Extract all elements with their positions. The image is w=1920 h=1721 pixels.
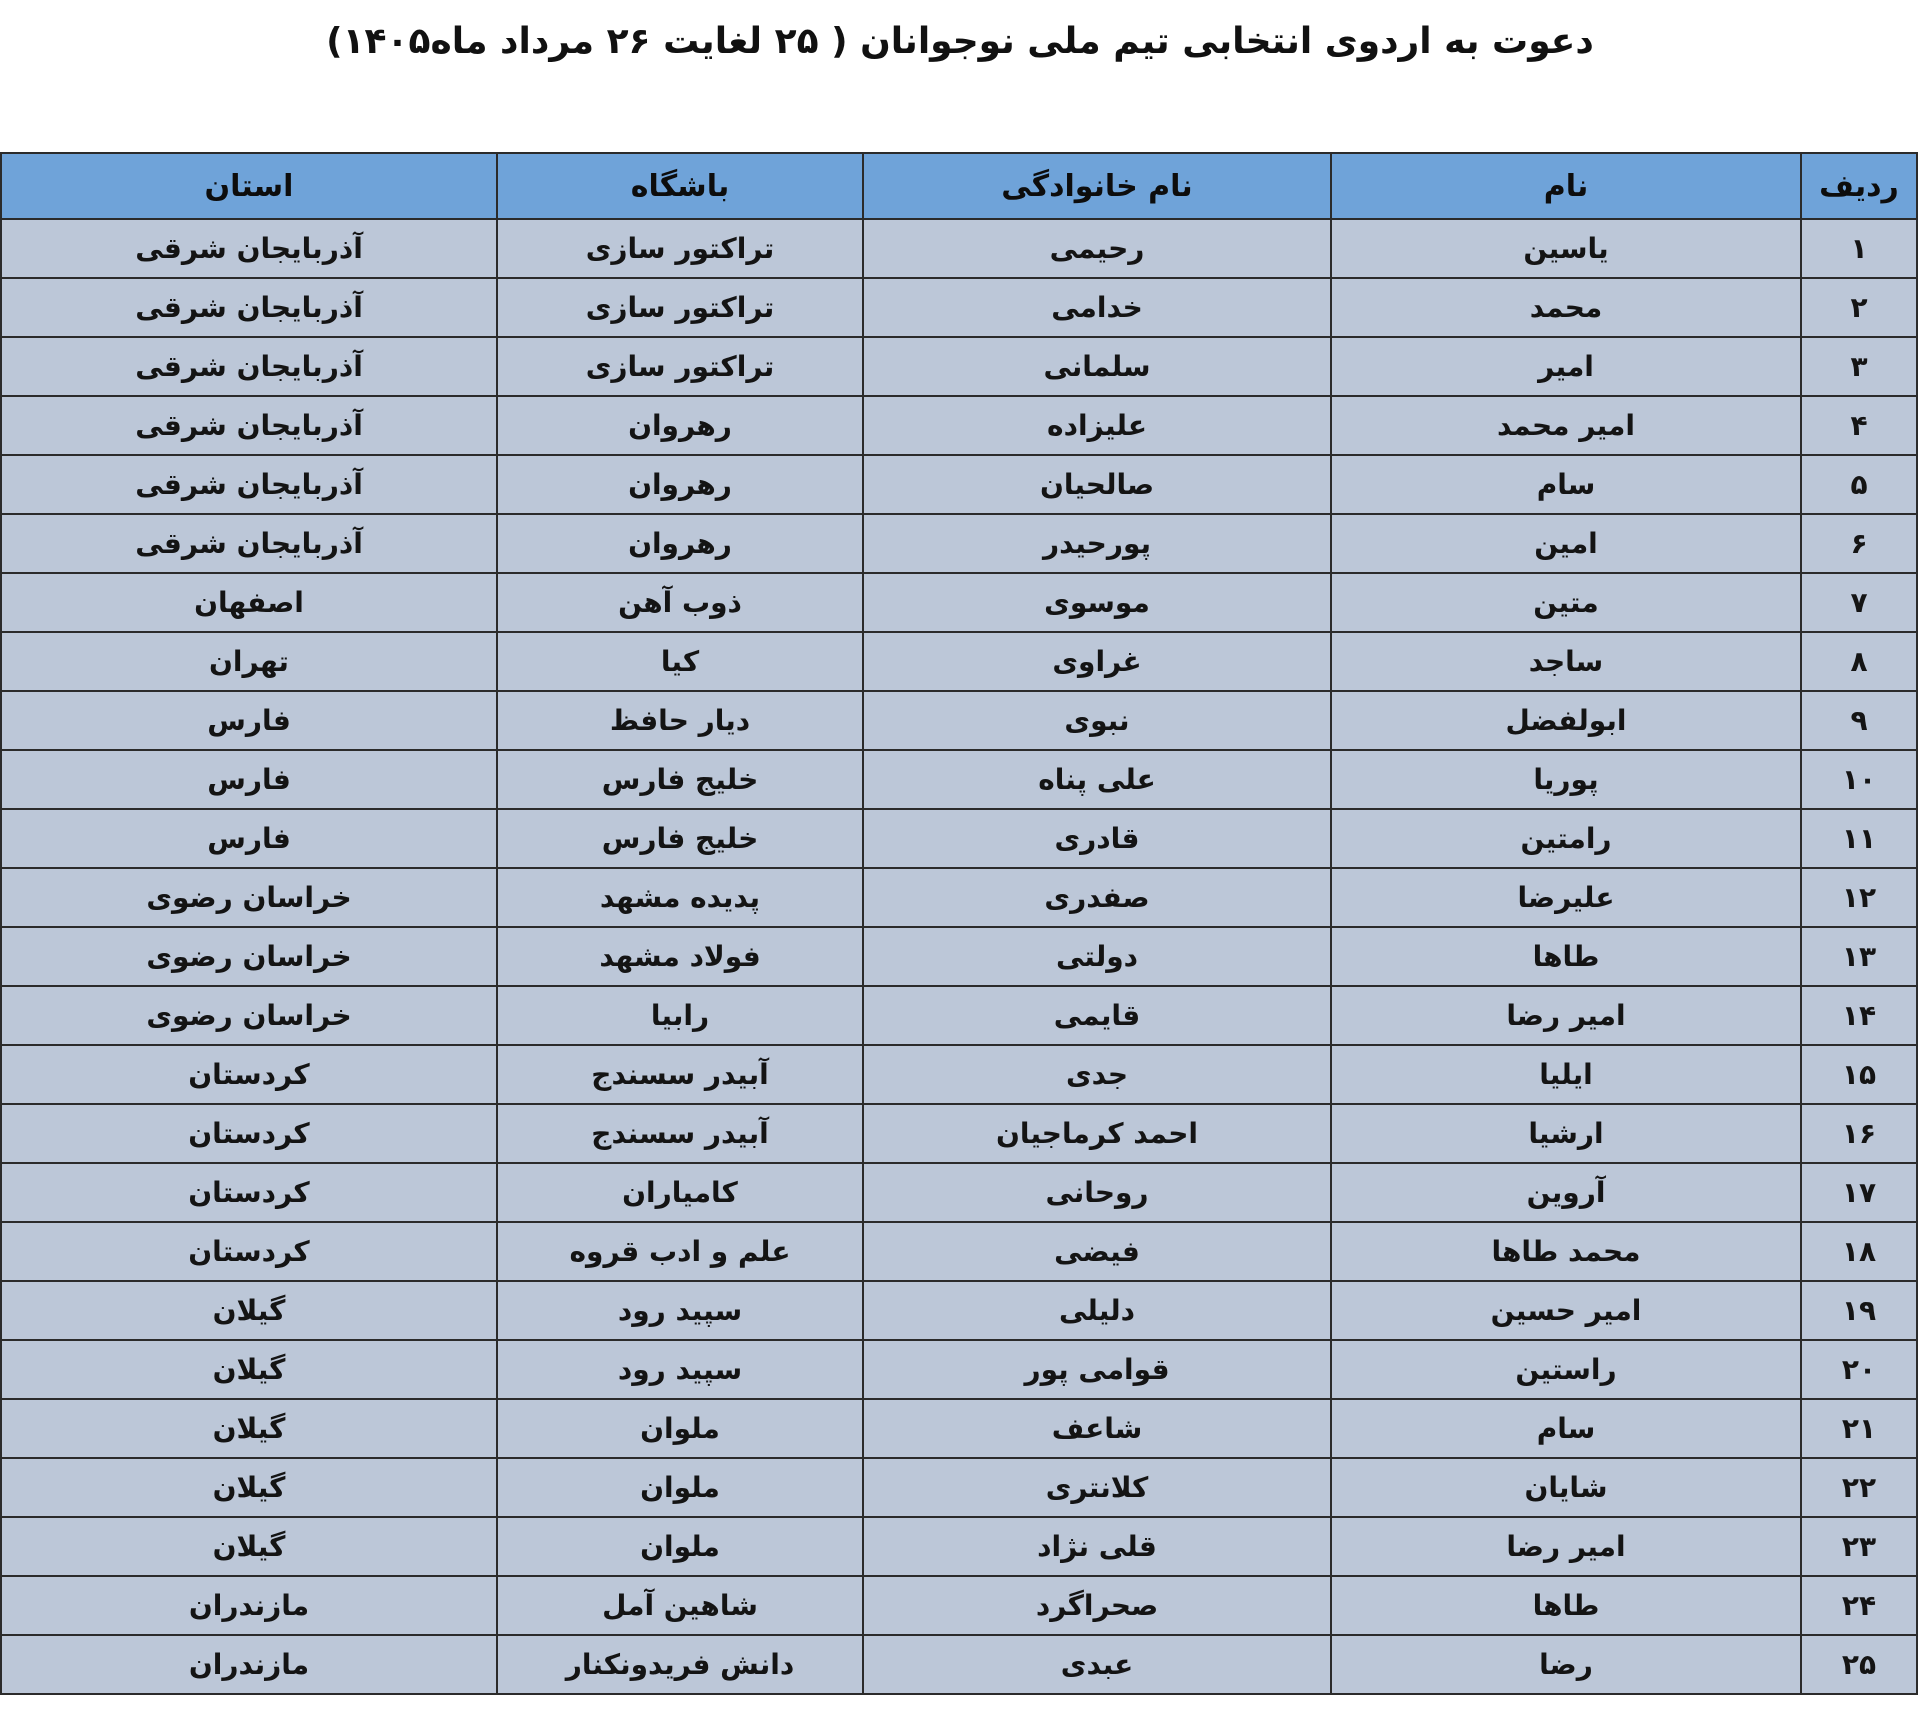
cell-last-name: پورحیدر: [863, 514, 1331, 573]
header-index: ردیف: [1801, 153, 1917, 219]
cell-last-name: روحانی: [863, 1163, 1331, 1222]
cell-club: خلیج فارس: [497, 809, 863, 868]
cell-index: ۱۹: [1801, 1281, 1917, 1340]
cell-last-name: عبدی: [863, 1635, 1331, 1694]
cell-province: گیلان: [1, 1458, 497, 1517]
table-row: [1, 1281, 1917, 1340]
cell-club: کیا: [497, 632, 863, 691]
cell-province: گیلان: [1, 1340, 497, 1399]
table-row: [1, 1104, 1917, 1163]
cell-club: علم و ادب قروه: [497, 1222, 863, 1281]
cell-province: خراسان رضوی: [1, 986, 497, 1045]
cell-club: شاهین آمل: [497, 1576, 863, 1635]
cell-index: ۲۰: [1801, 1340, 1917, 1399]
cell-club: ملوان: [497, 1458, 863, 1517]
table-row: [1, 1458, 1917, 1517]
cell-last-name: نبوی: [863, 691, 1331, 750]
cell-province: کردستان: [1, 1045, 497, 1104]
cell-index: ۱: [1801, 219, 1917, 278]
cell-first-name: رامتین: [1331, 809, 1801, 868]
cell-index: ۱۳: [1801, 927, 1917, 986]
table-row: [1, 868, 1917, 927]
cell-province: آذربایجان شرقی: [1, 514, 497, 573]
cell-index: ۲: [1801, 278, 1917, 337]
cell-province: فارس: [1, 750, 497, 809]
cell-index: ۱۸: [1801, 1222, 1917, 1281]
cell-club: رابیا: [497, 986, 863, 1045]
cell-last-name: موسوی: [863, 573, 1331, 632]
cell-club: دیار حافظ: [497, 691, 863, 750]
cell-club: تراکتور سازی: [497, 219, 863, 278]
cell-club: ملوان: [497, 1399, 863, 1458]
table-row: [1, 750, 1917, 809]
cell-club: تراکتور سازی: [497, 278, 863, 337]
table-row: [1, 278, 1917, 337]
cell-last-name: صفدری: [863, 868, 1331, 927]
cell-province: کردستان: [1, 1163, 497, 1222]
roster-table: [0, 152, 1918, 1695]
cell-last-name: قوامی پور: [863, 1340, 1331, 1399]
cell-club: سپید رود: [497, 1340, 863, 1399]
cell-first-name: امیر: [1331, 337, 1801, 396]
cell-last-name: فیضی: [863, 1222, 1331, 1281]
header-first-name: نام: [1331, 153, 1801, 219]
cell-club: سپید رود: [497, 1281, 863, 1340]
table-row: [1, 1576, 1917, 1635]
cell-province: تهران: [1, 632, 497, 691]
cell-province: آذربایجان شرقی: [1, 396, 497, 455]
header-province: استان: [1, 153, 497, 219]
cell-province: خراسان رضوی: [1, 927, 497, 986]
cell-last-name: دلیلی: [863, 1281, 1331, 1340]
cell-first-name: سام: [1331, 455, 1801, 514]
cell-index: ۲۴: [1801, 1576, 1917, 1635]
cell-club: فولاد مشهد: [497, 927, 863, 986]
cell-last-name: علی پناه: [863, 750, 1331, 809]
cell-last-name: غراوی: [863, 632, 1331, 691]
header-club: باشگاه: [497, 153, 863, 219]
cell-province: خراسان رضوی: [1, 868, 497, 927]
cell-index: ۵: [1801, 455, 1917, 514]
cell-first-name: امین: [1331, 514, 1801, 573]
cell-index: ۱۶: [1801, 1104, 1917, 1163]
table-row: [1, 219, 1917, 278]
table-row: [1, 927, 1917, 986]
table-row: [1, 514, 1917, 573]
table-row: [1, 1340, 1917, 1399]
cell-last-name: جدی: [863, 1045, 1331, 1104]
cell-index: ۴: [1801, 396, 1917, 455]
cell-last-name: رحیمی: [863, 219, 1331, 278]
cell-first-name: طاها: [1331, 927, 1801, 986]
table-row: [1, 455, 1917, 514]
cell-club: خلیج فارس: [497, 750, 863, 809]
table-row: [1, 691, 1917, 750]
cell-index: ۱۷: [1801, 1163, 1917, 1222]
table-row: [1, 1045, 1917, 1104]
table-row: [1, 1517, 1917, 1576]
cell-last-name: قادری: [863, 809, 1331, 868]
cell-index: ۲۱: [1801, 1399, 1917, 1458]
cell-first-name: یاسین: [1331, 219, 1801, 278]
cell-first-name: امیر رضا: [1331, 986, 1801, 1045]
table-row: [1, 1163, 1917, 1222]
table-row: [1, 337, 1917, 396]
cell-index: ۲۳: [1801, 1517, 1917, 1576]
cell-first-name: ابولفضل: [1331, 691, 1801, 750]
cell-first-name: ارشیا: [1331, 1104, 1801, 1163]
cell-index: ۱۰: [1801, 750, 1917, 809]
cell-province: آذربایجان شرقی: [1, 337, 497, 396]
cell-index: ۱۲: [1801, 868, 1917, 927]
cell-last-name: قایمی: [863, 986, 1331, 1045]
cell-province: فارس: [1, 691, 497, 750]
cell-province: اصفهان: [1, 573, 497, 632]
cell-last-name: خدامی: [863, 278, 1331, 337]
cell-last-name: قلی نژاد: [863, 1517, 1331, 1576]
cell-last-name: سلمانی: [863, 337, 1331, 396]
cell-club: رهروان: [497, 396, 863, 455]
cell-first-name: امیر رضا: [1331, 1517, 1801, 1576]
cell-club: ملوان: [497, 1517, 863, 1576]
cell-index: ۱۴: [1801, 986, 1917, 1045]
cell-club: ذوب آهن: [497, 573, 863, 632]
table-row: [1, 1635, 1917, 1694]
cell-club: کامیاران: [497, 1163, 863, 1222]
cell-club: دانش فریدونکنار: [497, 1635, 863, 1694]
header-last-name: نام خانوادگی: [863, 153, 1331, 219]
cell-first-name: علیرضا: [1331, 868, 1801, 927]
cell-index: ۳: [1801, 337, 1917, 396]
cell-first-name: پوریا: [1331, 750, 1801, 809]
cell-first-name: سام: [1331, 1399, 1801, 1458]
cell-last-name: صالحیان: [863, 455, 1331, 514]
cell-index: ۷: [1801, 573, 1917, 632]
page-title: دعوت به اردوی انتخابی تیم ملی نوجوانان ( ۲۵ لغایت ۲۶ مرداد ماه۱۴۰۵): [326, 21, 1594, 62]
cell-province: گیلان: [1, 1281, 497, 1340]
cell-province: کردستان: [1, 1222, 497, 1281]
cell-province: آذربایجان شرقی: [1, 219, 497, 278]
cell-first-name: آروین: [1331, 1163, 1801, 1222]
cell-province: مازندران: [1, 1576, 497, 1635]
table-row: [1, 1399, 1917, 1458]
cell-province: مازندران: [1, 1635, 497, 1694]
table-row: [1, 809, 1917, 868]
cell-club: آبیدر سسندج: [497, 1104, 863, 1163]
cell-index: ۲۲: [1801, 1458, 1917, 1517]
cell-first-name: محمد طاها: [1331, 1222, 1801, 1281]
cell-province: فارس: [1, 809, 497, 868]
cell-last-name: صحراگرد: [863, 1576, 1331, 1635]
cell-last-name: علیزاده: [863, 396, 1331, 455]
cell-first-name: امیر محمد: [1331, 396, 1801, 455]
table-body: [1, 219, 1917, 1694]
cell-index: ۱۵: [1801, 1045, 1917, 1104]
cell-index: ۲۵: [1801, 1635, 1917, 1694]
cell-province: کردستان: [1, 1104, 497, 1163]
cell-index: ۸: [1801, 632, 1917, 691]
cell-last-name: دولتی: [863, 927, 1331, 986]
cell-first-name: امیر حسین: [1331, 1281, 1801, 1340]
cell-first-name: طاها: [1331, 1576, 1801, 1635]
cell-index: ۱۱: [1801, 809, 1917, 868]
cell-first-name: رضا: [1331, 1635, 1801, 1694]
table-row: [1, 986, 1917, 1045]
table-row: [1, 573, 1917, 632]
cell-first-name: متین: [1331, 573, 1801, 632]
cell-first-name: راستین: [1331, 1340, 1801, 1399]
cell-index: ۹: [1801, 691, 1917, 750]
cell-last-name: کلانتری: [863, 1458, 1331, 1517]
cell-last-name: شاعف: [863, 1399, 1331, 1458]
cell-province: گیلان: [1, 1517, 497, 1576]
table-row: [1, 632, 1917, 691]
cell-last-name: احمد کرماجیان: [863, 1104, 1331, 1163]
cell-club: آبیدر سسندج: [497, 1045, 863, 1104]
cell-club: پدیده مشهد: [497, 868, 863, 927]
cell-first-name: محمد: [1331, 278, 1801, 337]
cell-first-name: ایلیا: [1331, 1045, 1801, 1104]
cell-province: آذربایجان شرقی: [1, 455, 497, 514]
table-row: [1, 396, 1917, 455]
cell-province: گیلان: [1, 1399, 497, 1458]
cell-club: رهروان: [497, 455, 863, 514]
cell-first-name: شایان: [1331, 1458, 1801, 1517]
cell-index: ۶: [1801, 514, 1917, 573]
cell-first-name: ساجد: [1331, 632, 1801, 691]
cell-club: تراکتور سازی: [497, 337, 863, 396]
cell-province: آذربایجان شرقی: [1, 278, 497, 337]
table-row: [1, 1222, 1917, 1281]
table-header-row: [1, 153, 1917, 219]
cell-club: رهروان: [497, 514, 863, 573]
